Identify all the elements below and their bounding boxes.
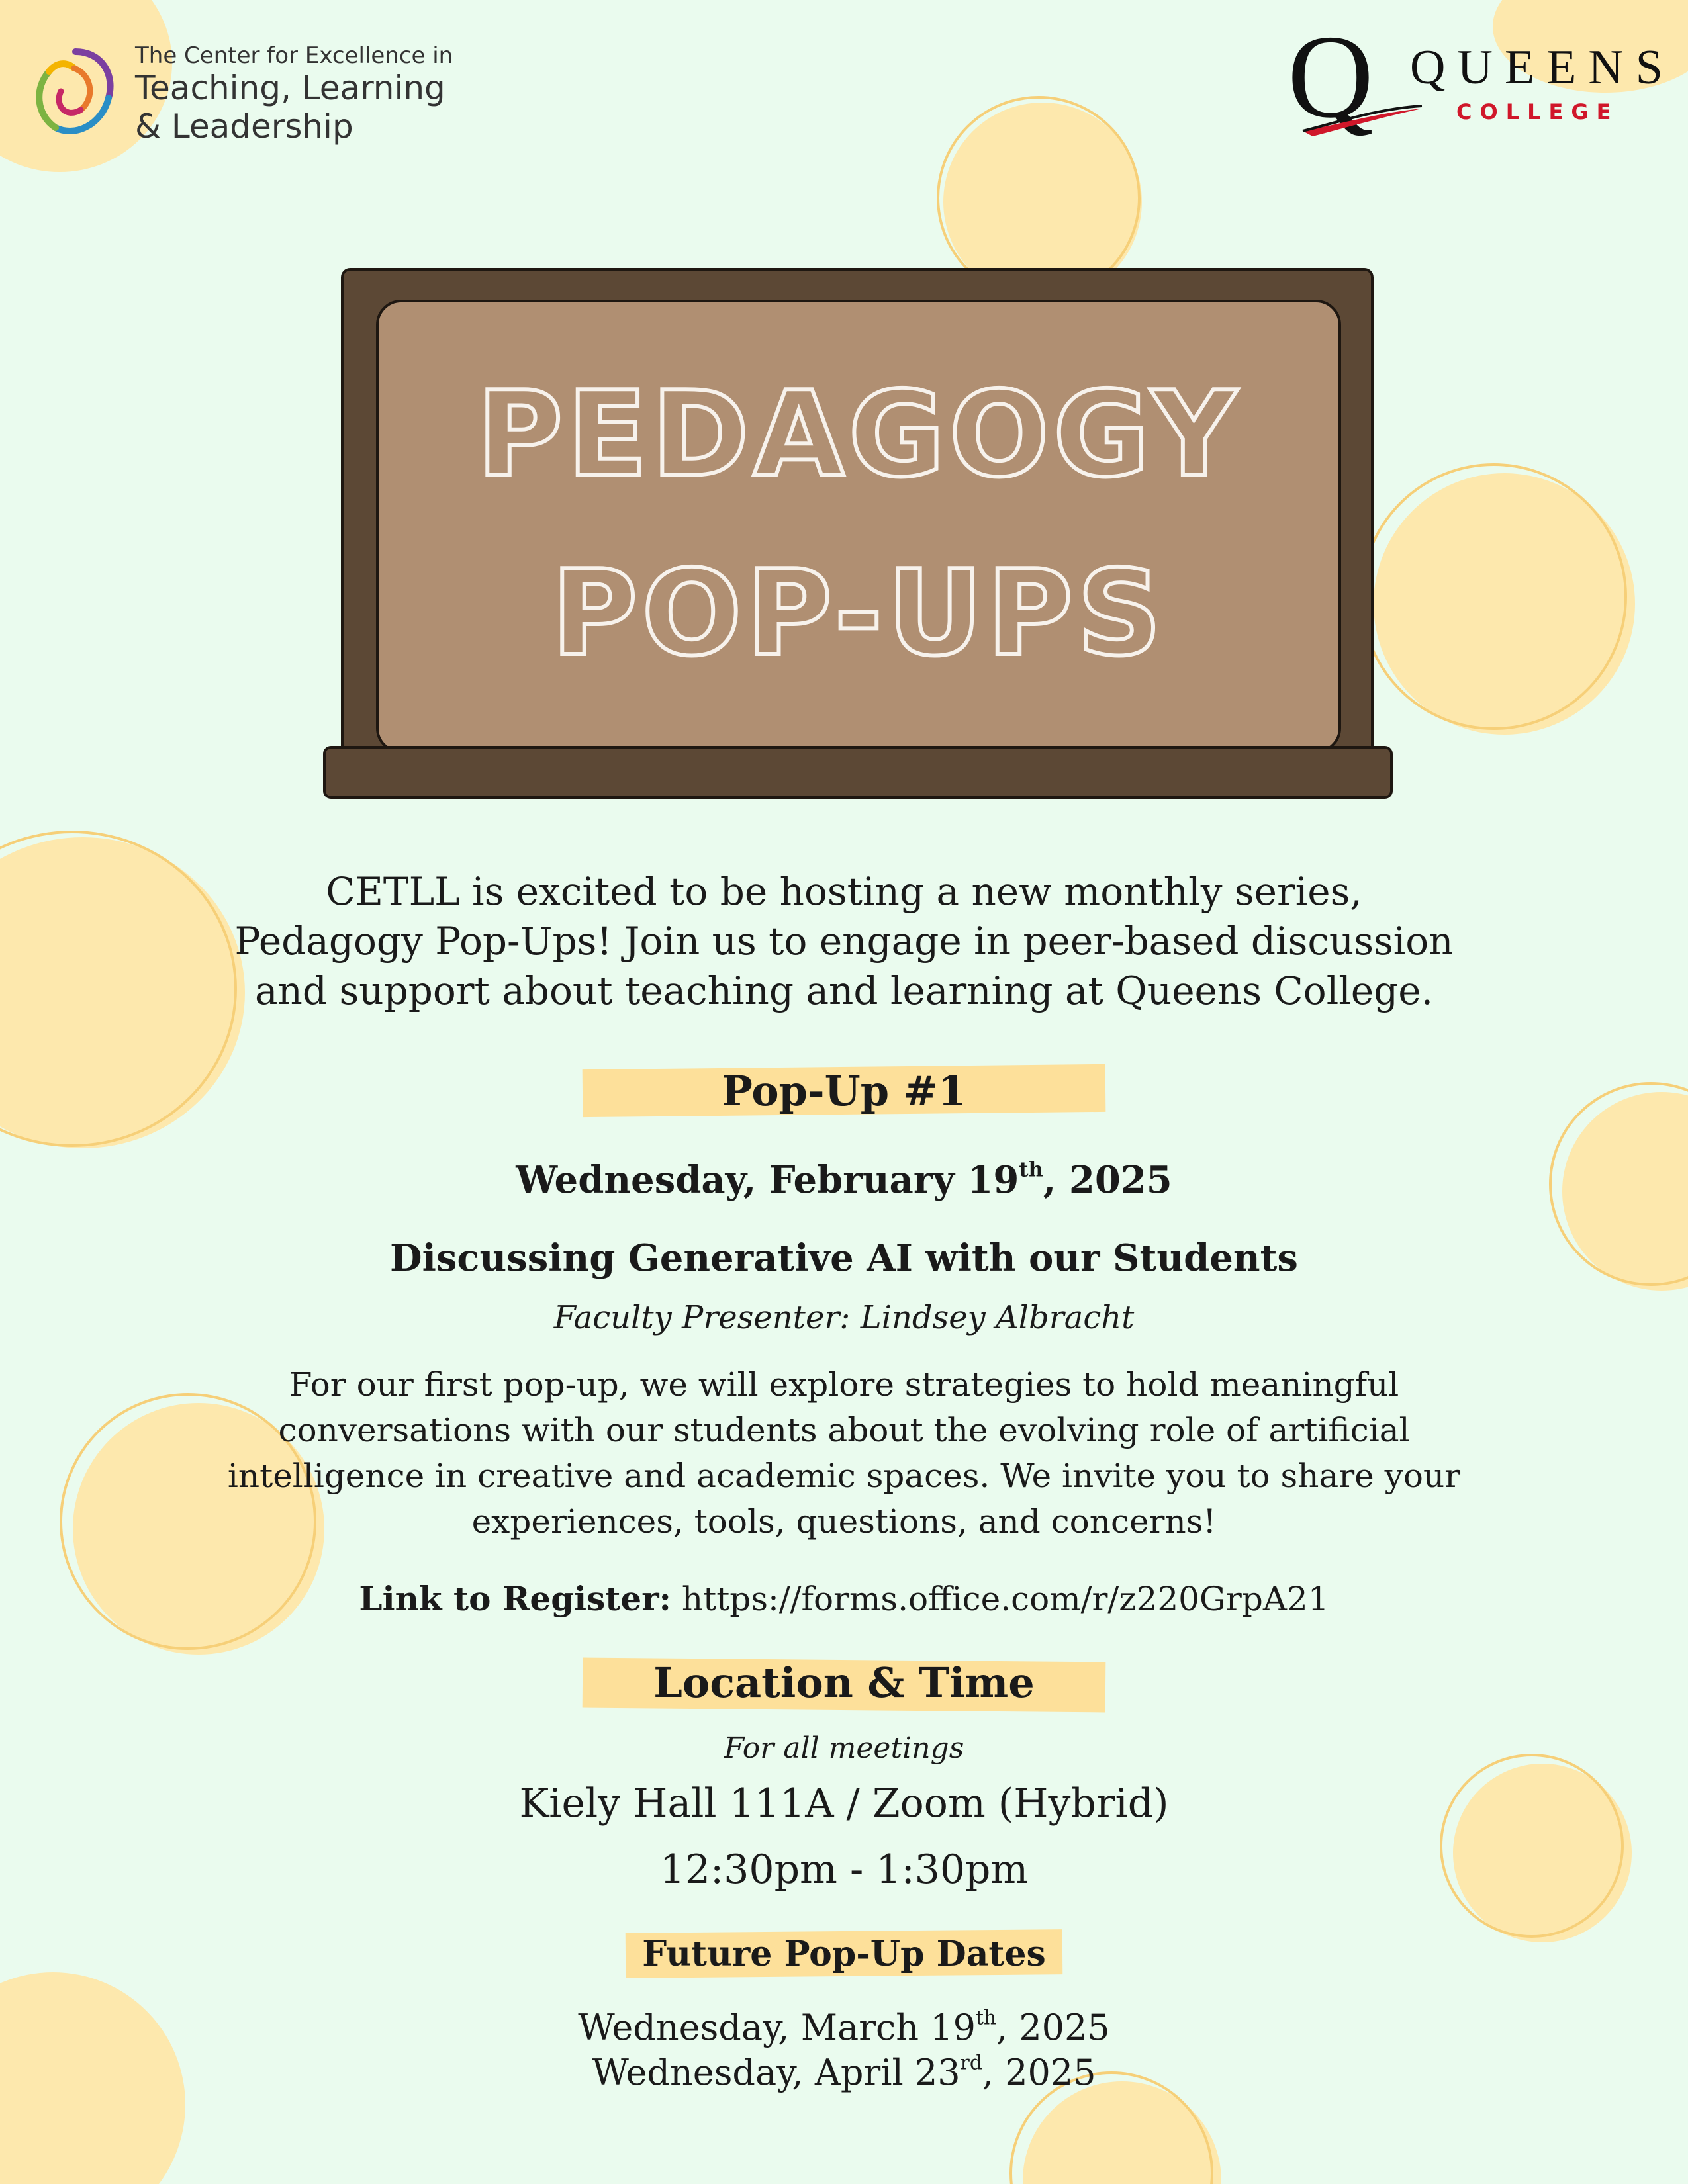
- popup1-desc-line2: conversations with our students about the evolving role of artificial: [278, 1411, 1410, 1449]
- popup1-heading: Pop-Up #1: [722, 1067, 966, 1115]
- title-line2: POP-UPS: [551, 545, 1166, 682]
- register-link[interactable]: https://forms.office.com/r/z220GrpA21: [681, 1580, 1329, 1618]
- future-date-1-main: Wednesday, March 19: [578, 2007, 976, 2048]
- future-date-2-main: Wednesday, April 23: [592, 2052, 961, 2093]
- future-date-1-suffix: th: [975, 2006, 996, 2030]
- cetll-name-line3: & Leadership: [135, 107, 353, 146]
- cetll-swirl-icon: [29, 38, 122, 151]
- location-heading: Location & Time: [653, 1659, 1035, 1707]
- popup1-date: [0, 1158, 1688, 1202]
- popup1-desc-line4: experiences, tools, questions, and concerns!: [471, 1502, 1217, 1541]
- popup1-date-suffix: th: [1019, 1158, 1043, 1182]
- college-wordmark: COLLEGE: [1456, 99, 1619, 124]
- popup1-desc-line1: For our first pop-up, we will explore strategies to hold meaningful: [289, 1365, 1399, 1404]
- title-line1: PEDAGOGY: [476, 366, 1241, 503]
- future-date-2-suffix: rd: [960, 2051, 982, 2075]
- queens-q-mark: Q: [1288, 11, 1374, 142]
- popup1-date-year: , 2025: [1043, 1158, 1172, 1202]
- decor-ring: [1360, 463, 1627, 730]
- cetll-name-line1: The Center for Excellence in: [135, 42, 453, 69]
- location-note: For all meetings: [724, 1731, 964, 1765]
- intro-line3: and support about teaching and learning at Queens College.: [254, 968, 1434, 1013]
- queens-swoosh-icon: [1299, 105, 1425, 138]
- location-place: Kiely Hall 111A / Zoom (Hybrid): [519, 1780, 1169, 1827]
- cetll-name-line2: Teaching, Learning: [135, 69, 445, 107]
- queens-college-logo: [1288, 11, 1675, 159]
- register-label: Link to Register:: [359, 1579, 672, 1618]
- intro-line2: Pedagogy Pop-Ups! Join us to engage in peer-based discussion: [234, 919, 1454, 964]
- chalkboard-ledge: [323, 746, 1393, 799]
- future-date-2-year: , 2025: [982, 2052, 1096, 2093]
- meeting-time: 12:30pm - 1:30pm: [659, 1846, 1029, 1893]
- popup1-title: Discussing Generative AI with our Students: [390, 1236, 1298, 1280]
- queens-wordmark: QUEENS: [1410, 40, 1675, 95]
- popup1-date-main: Wednesday, February 19: [516, 1158, 1019, 1202]
- future-date-1-year: , 2025: [996, 2007, 1110, 2048]
- future-date-2: [0, 2052, 1688, 2093]
- cetll-logo: [29, 38, 453, 151]
- popup1-presenter: Faculty Presenter: Lindsey Albracht: [553, 1299, 1135, 1336]
- register-line: [0, 1579, 1688, 1618]
- future-date-1: [0, 2007, 1688, 2048]
- intro-line1: CETLL is excited to be hosting a new monthly series,: [326, 869, 1362, 914]
- future-heading: Future Pop-Up Dates: [642, 1934, 1046, 1974]
- popup1-desc-line3: intelligence in creative and academic spaces. We invite you to share your: [227, 1457, 1461, 1495]
